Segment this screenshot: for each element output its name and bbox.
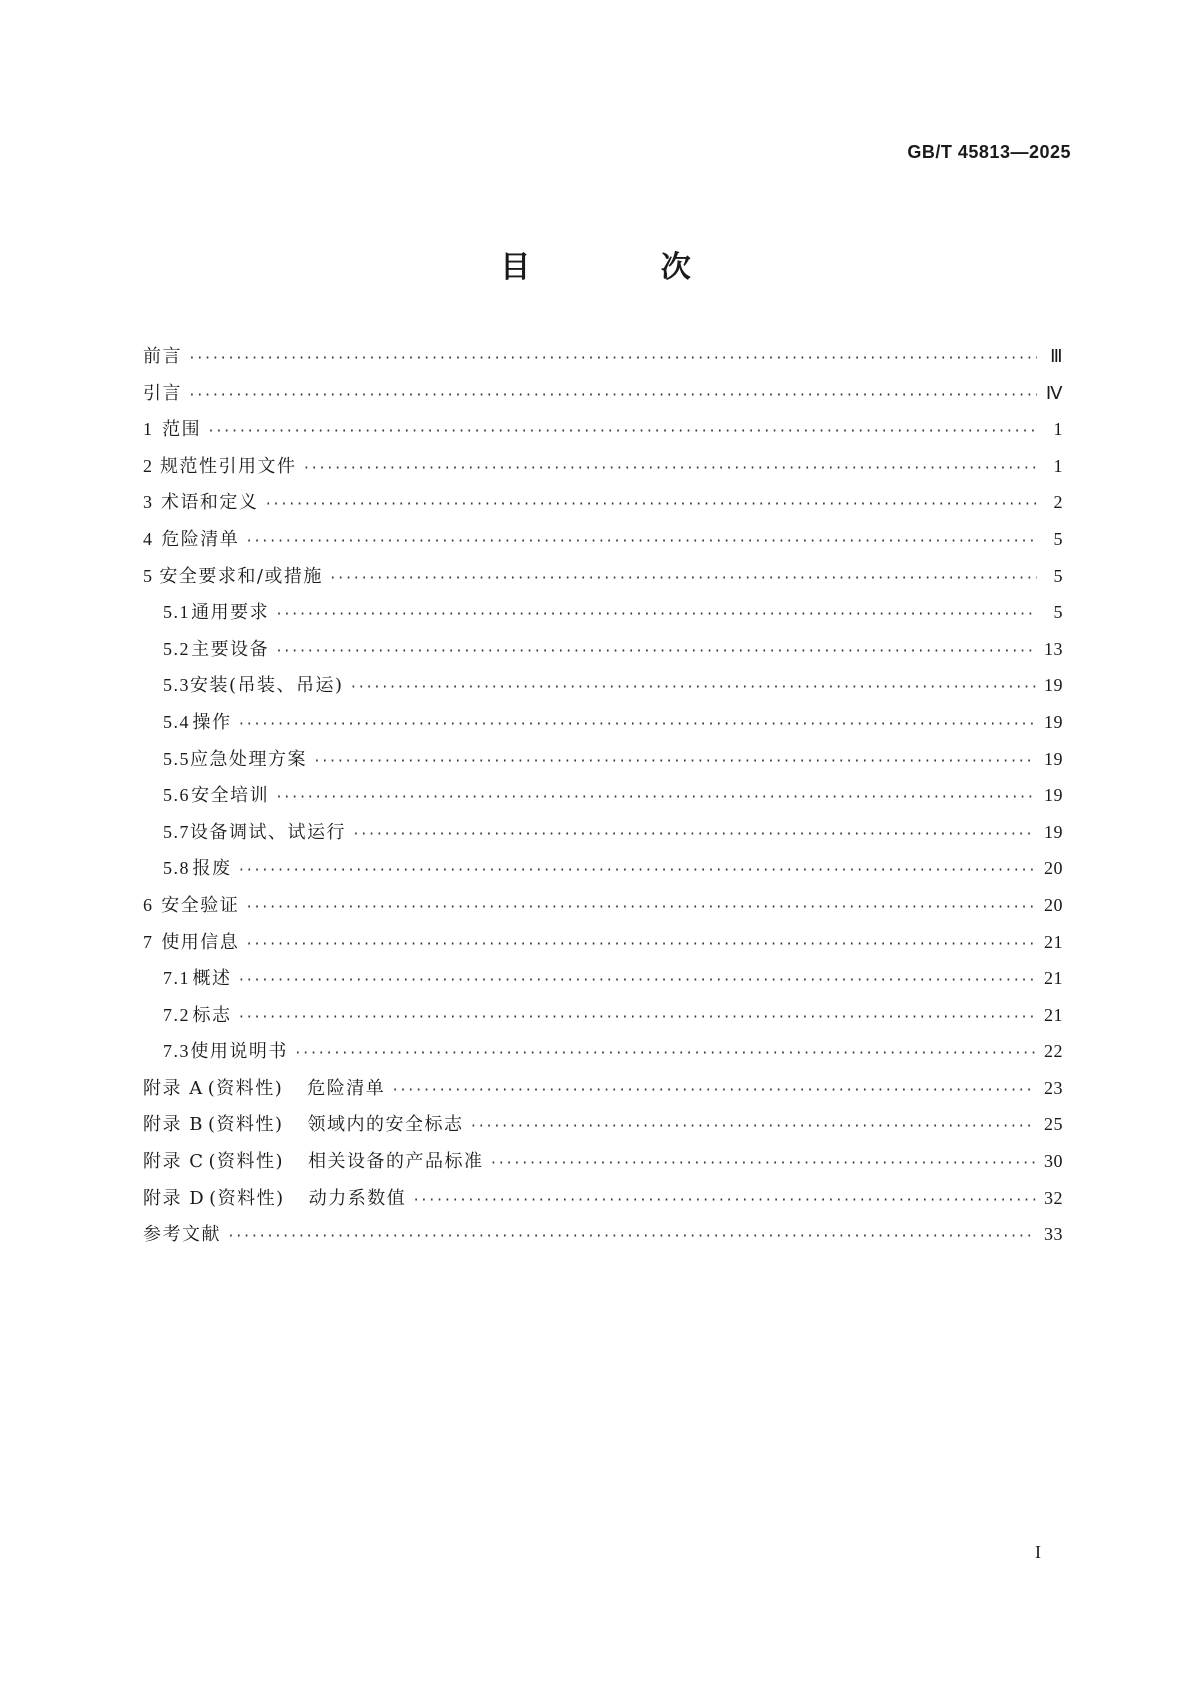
toc-entry-label-group <box>193 705 232 742</box>
toc-entry-label-group <box>160 449 297 486</box>
dot-leader <box>490 1146 1036 1183</box>
toc-entry[interactable] <box>143 338 1063 375</box>
toc-entry-page: 20 <box>1044 858 1063 879</box>
toc-entry[interactable] <box>143 850 1063 887</box>
standard-number: GB/T 45813—2025 <box>907 142 1071 162</box>
annex-category: (资料性) <box>207 1114 284 1136</box>
toc-entry[interactable] <box>143 411 1063 448</box>
toc-entry-number: 5.1 <box>163 602 190 623</box>
toc-entry-page: 5 <box>1053 602 1063 623</box>
toc-entry-label: 危险清单 <box>161 528 240 550</box>
toc-entry-number: 5 <box>143 565 154 586</box>
toc-entry-page: 20 <box>1044 894 1063 915</box>
dot-leader <box>227 1219 1036 1256</box>
toc-entry-label: 通用要求 <box>191 602 270 624</box>
toc-entry-label-group <box>193 961 232 998</box>
toc-entry-page: 5 <box>1053 565 1063 586</box>
toc-entry-label-group <box>190 668 344 705</box>
toc-entry-page: 33 <box>1044 1224 1063 1245</box>
toc-entry-label-group <box>161 888 239 925</box>
toc-entry-label: 相关设备的产品标准 <box>308 1151 484 1173</box>
toc-entry-label: 动力系数值 <box>308 1187 407 1209</box>
toc-entry-label-group <box>161 925 239 962</box>
toc-entry-page: 30 <box>1044 1151 1063 1172</box>
toc-entry-label: 安全验证 <box>161 894 240 916</box>
toc-entry-label: 规范性引用文件 <box>159 455 297 477</box>
toc-entry-page: 25 <box>1044 1114 1063 1135</box>
toc-entry-page: 19 <box>1044 711 1063 732</box>
dot-leader <box>275 634 1036 671</box>
toc-entry-label: 使用说明书 <box>190 1041 288 1063</box>
dot-leader <box>188 341 1037 378</box>
toc-entry-page: 23 <box>1044 1077 1063 1098</box>
toc-entry[interactable] <box>143 924 1063 961</box>
toc-entry[interactable] <box>143 1143 1063 1180</box>
toc-entry-page: 19 <box>1044 675 1063 696</box>
toc-entry[interactable] <box>143 814 1063 851</box>
toc-entry[interactable] <box>143 448 1063 485</box>
toc-entry-number: 6 <box>143 894 154 915</box>
toc-entry-label-group <box>143 1144 484 1181</box>
toc-entry-label: 术语和定义 <box>160 492 259 514</box>
toc-entry-label: 应急处理方案 <box>190 748 307 770</box>
dot-leader <box>264 487 1037 524</box>
toc-entry-label: 安全要求和/或措施 <box>159 565 323 587</box>
toc-entry-label-group <box>143 376 182 413</box>
dot-leader <box>313 744 1036 781</box>
toc-entry-label: 参考文献 <box>143 1224 221 1246</box>
toc-entry-number: 2 <box>143 455 154 476</box>
toc-entry-page: Ⅲ <box>1050 346 1063 366</box>
toc-entry-number: 5.5 <box>163 748 190 769</box>
annex-id: 附录 A <box>143 1077 204 1099</box>
dot-leader <box>350 670 1036 707</box>
toc-entry-page: Ⅳ <box>1045 382 1063 403</box>
annex-id: 附录 D <box>143 1187 206 1209</box>
dot-leader <box>352 817 1036 854</box>
annex-category: (资料性) <box>209 1187 285 1209</box>
toc-entry[interactable] <box>143 484 1063 521</box>
toc-entry-page: 2 <box>1053 492 1063 513</box>
toc-entry-label: 引言 <box>143 382 182 404</box>
dot-leader <box>245 927 1036 964</box>
toc-entry-label: 主要设备 <box>191 638 270 660</box>
toc-entry-label-group <box>190 1034 288 1071</box>
toc-entry-page: 1 <box>1053 419 1063 440</box>
toc-entry-number: 1 <box>143 419 154 440</box>
annex-category: (资料性) <box>208 1151 285 1173</box>
toc-entry[interactable] <box>143 1070 1063 1107</box>
toc-entry[interactable] <box>143 960 1063 997</box>
toc-entry-label-group <box>143 1181 406 1218</box>
toc-entry-label: 安全培训 <box>191 785 270 807</box>
dot-leader <box>412 1183 1036 1220</box>
toc-entry-label-group <box>161 522 239 559</box>
toc-entry[interactable] <box>143 1033 1063 1070</box>
toc-entry-number: 5.2 <box>163 638 190 659</box>
toc-entry-label: 前言 <box>143 346 182 367</box>
dot-leader <box>329 561 1037 598</box>
toc-entry-page: 21 <box>1044 1004 1063 1025</box>
dot-leader <box>391 1073 1036 1110</box>
toc-entry-page: 32 <box>1044 1187 1063 1208</box>
page-title: 目 次 <box>500 250 751 285</box>
toc-entry[interactable] <box>143 631 1063 668</box>
toc-entry-label-group <box>190 815 346 852</box>
dot-leader <box>275 780 1036 817</box>
toc-entry[interactable] <box>143 777 1063 814</box>
toc-entry-label-group <box>162 412 201 449</box>
toc-entry-label-group <box>191 778 269 815</box>
toc-entry-label: 安装(吊装、吊运) <box>190 675 344 697</box>
toc-entry[interactable] <box>143 704 1063 741</box>
toc-entry-page: 19 <box>1044 821 1063 842</box>
toc-entry[interactable] <box>143 1180 1063 1217</box>
toc-entry-label-group <box>193 998 232 1035</box>
toc-entry-number: 4 <box>143 528 154 549</box>
toc-entry[interactable] <box>143 887 1063 924</box>
toc-entry-page: 19 <box>1044 748 1063 769</box>
toc-entry-number: 3 <box>143 492 154 513</box>
toc-entry-page: 13 <box>1044 638 1063 659</box>
annex-id: 附录 C <box>143 1151 205 1173</box>
dot-leader <box>245 890 1036 927</box>
toc-entry-label: 报废 <box>192 858 232 880</box>
toc-entry-page: 22 <box>1044 1041 1063 1062</box>
toc-entry-label-group <box>159 559 323 596</box>
toc-entry-label: 概述 <box>192 968 232 990</box>
toc-entry-label-group <box>193 851 232 888</box>
dot-leader <box>470 1109 1037 1146</box>
toc-entry-page: 19 <box>1044 785 1063 806</box>
table-of-contents <box>143 338 1063 1253</box>
toc-entry-number: 7.1 <box>163 968 190 989</box>
toc-entry-page: 1 <box>1053 455 1063 476</box>
toc-entry-label: 使用信息 <box>161 931 240 953</box>
toc-entry[interactable] <box>143 558 1063 595</box>
toc-entry-number: 5.6 <box>163 785 190 806</box>
toc-entry-label: 操作 <box>192 711 232 733</box>
toc-entry-number: 5.8 <box>163 858 190 879</box>
toc-entry[interactable] <box>143 521 1063 558</box>
dot-leader <box>238 963 1037 1000</box>
dot-leader <box>302 451 1037 488</box>
toc-entry-number: 5.4 <box>163 711 190 732</box>
toc-entry-page: 21 <box>1044 968 1063 989</box>
toc-entry-label-group <box>191 632 269 669</box>
toc-entry-label-group <box>143 1107 464 1144</box>
toc-entry[interactable] <box>143 1106 1063 1143</box>
annex-id: 附录 B <box>143 1114 204 1136</box>
toc-entry-label-group <box>190 742 307 779</box>
toc-entry-label: 范围 <box>162 419 202 441</box>
dot-leader <box>245 524 1037 561</box>
toc-entry-label-group <box>161 485 259 522</box>
toc-entry-label: 标志 <box>192 1004 232 1026</box>
dot-leader <box>238 707 1037 744</box>
dot-leader <box>207 414 1037 451</box>
toc-entry[interactable] <box>143 997 1063 1034</box>
dot-leader <box>238 853 1037 890</box>
toc-entry-number: 5.3 <box>163 675 190 696</box>
toc-entry-number: 7.2 <box>163 1004 190 1025</box>
toc-entry[interactable] <box>143 1216 1063 1253</box>
toc-entry-label: 设备调试、试运行 <box>190 821 346 843</box>
toc-entry-label: 危险清单 <box>307 1077 386 1099</box>
toc-entry-number: 7 <box>143 931 154 952</box>
dot-leader <box>294 1036 1036 1073</box>
dot-leader <box>275 597 1037 634</box>
page-number: I <box>1035 1542 1041 1562</box>
toc-entry-number: 5.7 <box>163 821 190 842</box>
dot-leader <box>238 1000 1037 1037</box>
toc-entry-page: 21 <box>1044 931 1063 952</box>
dot-leader <box>188 378 1037 415</box>
toc-entry[interactable] <box>143 741 1063 778</box>
toc-entry[interactable] <box>143 594 1063 631</box>
toc-entry-number: 7.3 <box>163 1041 190 1062</box>
annex-category: (资料性) <box>207 1077 284 1099</box>
toc-entry-page: 5 <box>1053 528 1063 549</box>
toc-entry-label-group <box>143 339 182 376</box>
toc-entry[interactable] <box>143 667 1063 704</box>
toc-entry-label-group <box>143 1217 221 1254</box>
toc-entry[interactable] <box>143 375 1063 412</box>
toc-entry-label-group <box>143 1071 385 1108</box>
toc-entry-label-group <box>191 595 269 632</box>
toc-entry-label: 领域内的安全标志 <box>307 1114 464 1136</box>
